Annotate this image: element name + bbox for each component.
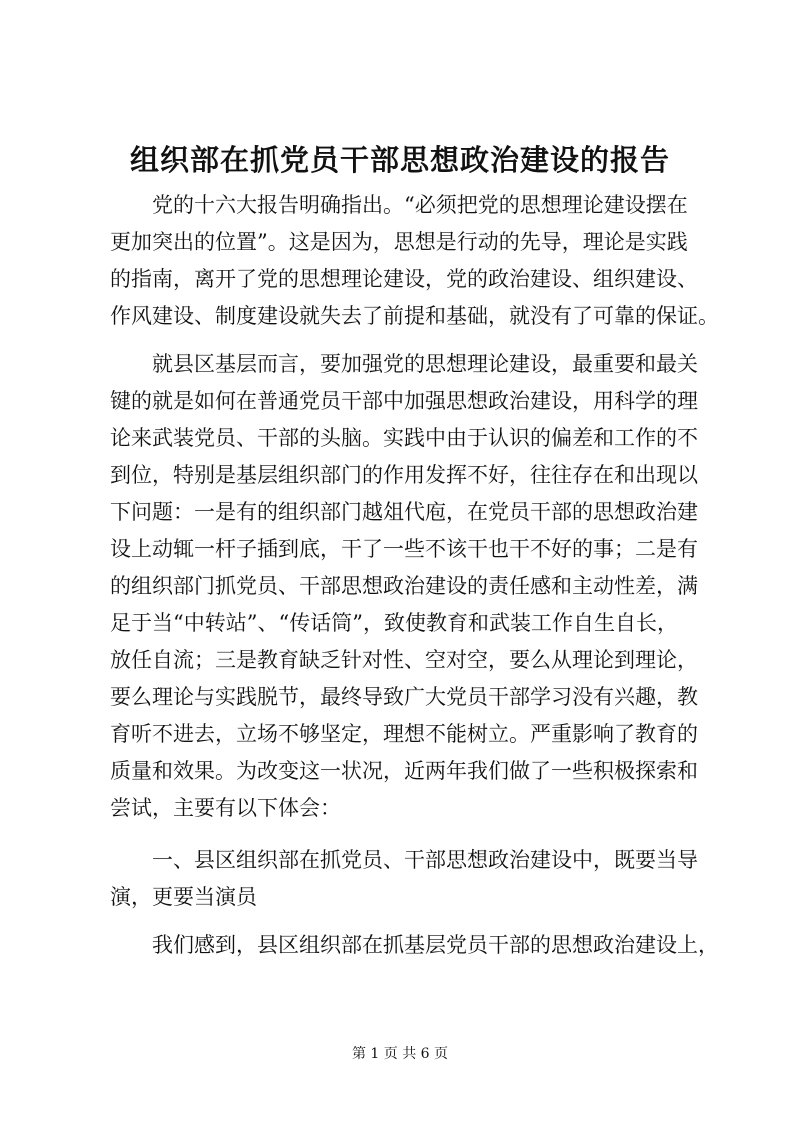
body-line: 足于当“中转站”、“传话筒”，致使教育和武装工作自生自长， (110, 611, 678, 635)
body-line: 育听不进去，立场不够坚定，理想不能树立。严重影响了教育的 (110, 722, 698, 746)
body-line: 要么理论与实践脱节，最终导致广大党员干部学习没有兴趣，教 (110, 685, 698, 709)
body-line: 的指南，离开了党的思想理论建设，党的政治建设、组织建设、 (110, 267, 698, 291)
section-heading-line: 一、县区组织部在抓党员、干部思想政治建设中，既要当导 (152, 848, 698, 872)
body-line: 党的十六大报告明确指出。“必须把党的思想理论建设摆在 (152, 193, 688, 217)
body-line: 质量和效果。为改变这一状况，近两年我们做了一些积极探索和 (110, 759, 698, 783)
body-line: 放任自流；三是教育缺乏针对性、空对空，要么从理论到理论， (110, 648, 698, 672)
body-line: 的组织部门抓党员、干部思想政治建设的责任感和主动性差，满 (110, 574, 698, 598)
body-line: 到位，特别是基层组织部门的作用发挥不好，往往存在和出现以 (110, 463, 698, 487)
body-line: 就县区基层而言，要加强党的思想理论建设，最重要和最关 (152, 352, 698, 376)
body-line: 作风建设、制度建设就失去了前提和基础，就没有了可靠的保证。 (110, 304, 719, 328)
section-heading-line: 演，更要当演员 (110, 885, 257, 909)
body-line: 更加突出的位置”。这是因为，思想是行动的先导，理论是实践 (110, 230, 688, 254)
body-line: 键的就是如何在普通党员干部中加强思想政治建设，用科学的理 (110, 389, 698, 413)
body-line: 论来武装党员、干部的头脑。实践中由于认识的偏差和工作的不 (110, 426, 698, 450)
body-line: 我们感到，县区组织部在抓基层党员干部的思想政治建设上， (152, 933, 719, 957)
page-number: 第 1 页 共 6 页 (351, 1046, 449, 1062)
body-line: 尝试，主要有以下体会： (110, 796, 341, 820)
body-line: 设上动辄一杆子插到底，干了一些不该干也干不好的事；二是有 (110, 537, 698, 561)
body-line: 下问题：一是有的组织部门越俎代庖，在党员干部的思想政治建 (110, 500, 698, 524)
document-title: 组织部在抓党员干部思想政治建设的报告 (129, 143, 670, 177)
